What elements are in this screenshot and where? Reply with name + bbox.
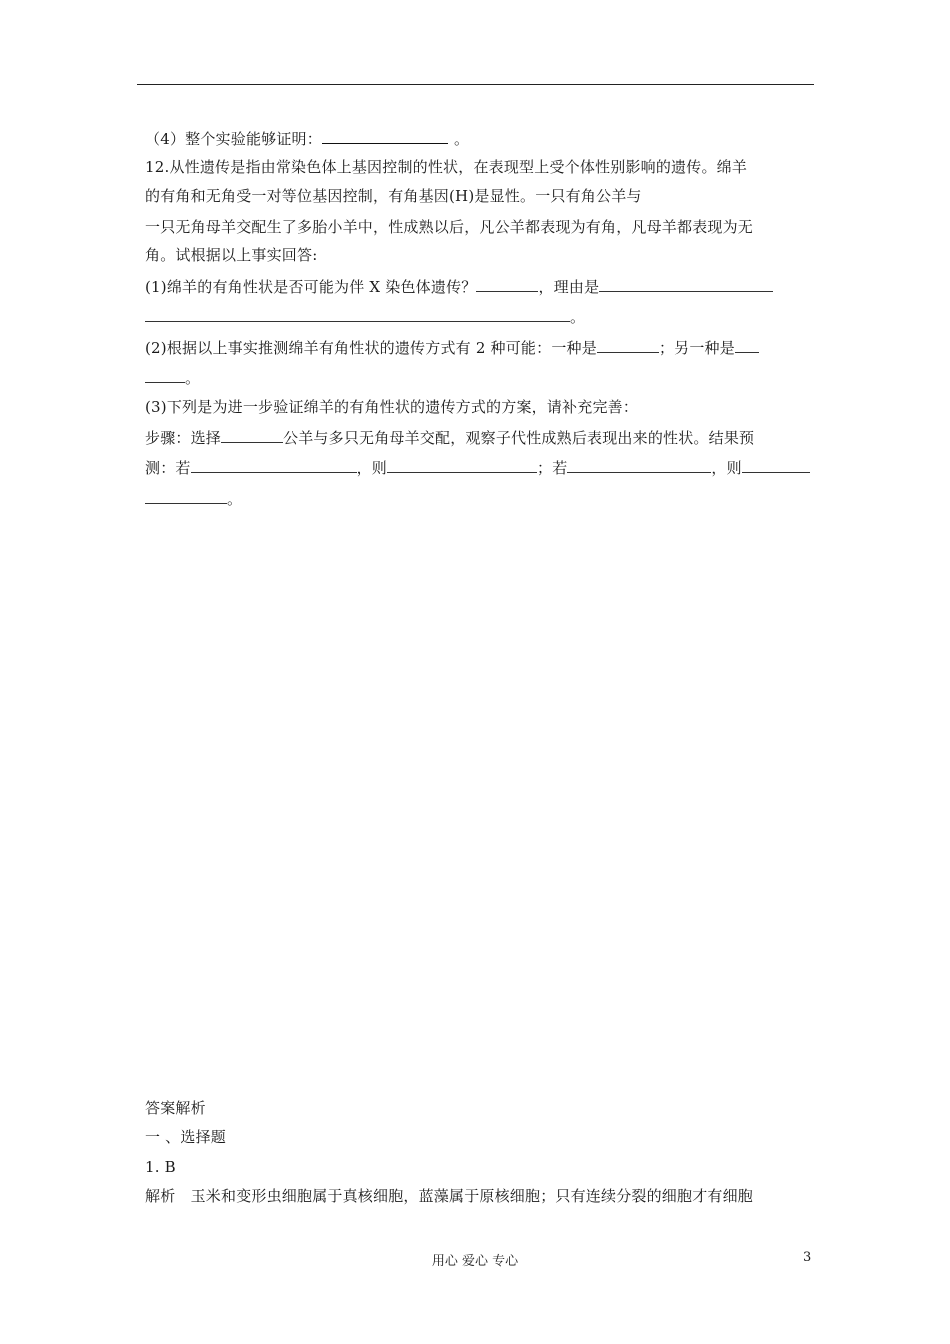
q11-part4-blank[interactable] xyxy=(322,128,448,144)
q12-part3-blank-then1[interactable] xyxy=(387,457,537,473)
answers-item-1: 1. B xyxy=(145,1158,176,1176)
q12-part3-blank-then2-cont[interactable] xyxy=(145,488,227,504)
answers-heading: 答案解析 xyxy=(145,1099,206,1117)
q12-part3-blank-ram[interactable] xyxy=(221,427,283,443)
q12-part1-blank-reason-cont[interactable] xyxy=(145,306,570,322)
answers-analysis-1: 解析 玉米和变形虫细胞属于真核细胞，蓝藻属于原核细胞；只有连续分裂的细胞才有细胞 xyxy=(145,1187,754,1205)
q12-part2-line xyxy=(145,337,759,358)
q12-part2-end: 。 xyxy=(185,369,201,387)
q12-part3-blank-if2[interactable] xyxy=(567,457,711,473)
q12-part2-second-label: ；另一种是 xyxy=(658,339,735,357)
q12-part3-blank-then2[interactable] xyxy=(742,457,810,473)
q12-part1-line-cont xyxy=(145,306,585,327)
q12-intro-line-2: 的有角和无角受一对等位基因控制，有角基因(H)是显性。一只有角公羊与 xyxy=(145,187,642,205)
q12-part3-result-line-cont xyxy=(145,488,242,509)
q12-part3-result-then2: ，则 xyxy=(711,459,742,477)
q12-part3-steps-label: 步骤：选择 xyxy=(145,429,222,447)
q11-part4-prefix: （4）整个实验能够证明： xyxy=(145,130,322,148)
q12-part3-title: (3)下列是为进一步验证绵羊的有角性状的遗传方式的方案，请补充完善： xyxy=(145,398,639,416)
q12-part3-result-then1: ，则 xyxy=(356,459,388,477)
q12-part3-result-if2: ；若 xyxy=(537,459,568,477)
q12-part3-end: 。 xyxy=(227,490,243,508)
q12-part1-blank-answer[interactable] xyxy=(476,276,538,292)
page-number: 3 xyxy=(803,1250,812,1265)
q12-part1-question: (1)绵羊的有角性状是否可能为伴 X 染色体遗传？ xyxy=(145,278,477,296)
q11-part4-suffix: 。 xyxy=(453,130,470,148)
footer-slogan: 用心 爱心 专心 xyxy=(431,1254,519,1269)
q12-part3-result-line xyxy=(145,457,810,478)
q12-part1-end: 。 xyxy=(570,308,586,326)
q12-part2-blank-second[interactable] xyxy=(735,337,759,353)
answers-section-title: 一 、选择题 xyxy=(145,1128,226,1146)
q12-part3-steps-text: 公羊与多只无角母羊交配，观察子代性成熟后表现出来的性状。结果预 xyxy=(283,429,755,447)
q12-part2-blank-first[interactable] xyxy=(597,337,659,353)
q12-part1-line xyxy=(145,276,773,297)
q12-part3-steps-line xyxy=(145,427,754,448)
q12-intro-line-1: 12.从性遗传是指由常染色体上基因控制的性状，在表现型上受个体性别影响的遗传。绵羊 xyxy=(145,158,748,176)
q12-intro-line-4: 角。试根据以上事实回答: xyxy=(145,246,318,264)
q11-part4-line xyxy=(145,128,469,149)
q12-part2-line-cont xyxy=(145,367,200,388)
q12-part2-blank-second-cont[interactable] xyxy=(145,367,185,383)
header-rule xyxy=(137,84,814,85)
q12-part3-result-if1: 测：若 xyxy=(145,459,191,477)
q12-part3-blank-if1[interactable] xyxy=(191,457,357,473)
q12-part1-reason-label: ，理由是 xyxy=(538,278,600,296)
q12-part1-blank-reason[interactable] xyxy=(599,276,773,292)
q12-intro-line-3: 一只无角母羊交配生了多胎小羊中，性成熟以后，凡公羊都表现为有角，凡母羊都表现为无 xyxy=(145,218,754,236)
q12-part2-question: (2)根据以上事实推测绵羊有角性状的遗传方式有 2 种可能：一种是 xyxy=(145,339,597,357)
